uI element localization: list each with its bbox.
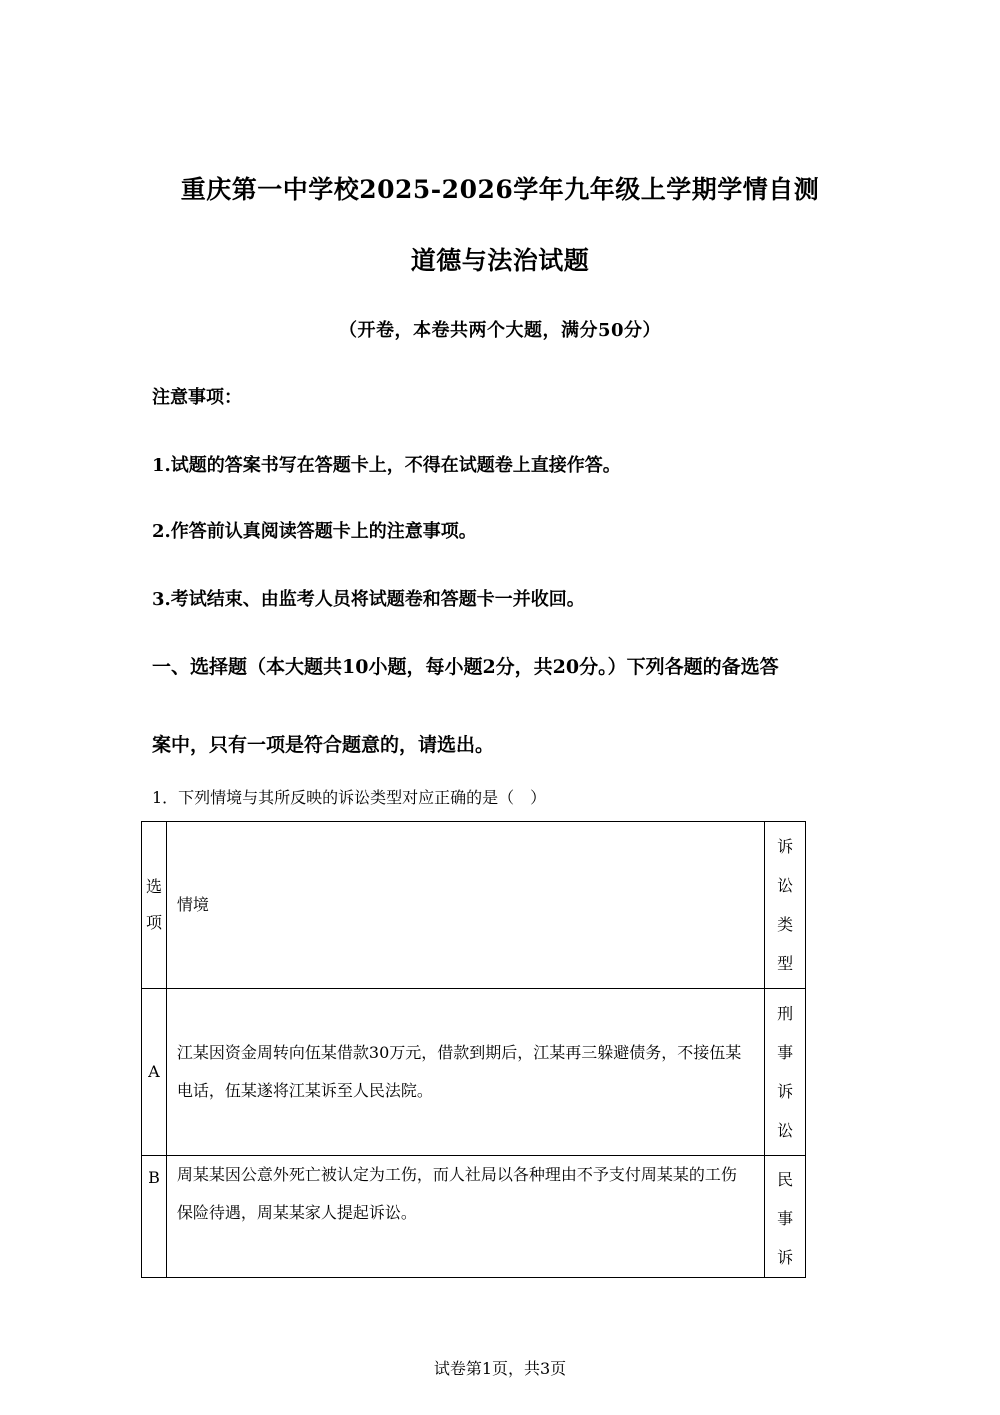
table-row xyxy=(142,989,806,1156)
notes-heading: 注意事项： xyxy=(152,387,242,408)
section-heading-line2: 案中，只有一项是符合题意的，请选出。 xyxy=(152,734,495,756)
header-type-char: 类 xyxy=(777,915,794,934)
section-heading-line1: 一、选择题（本大题共10小题，每小题2分，共20分。）下列各题的备选答 xyxy=(152,656,779,678)
note-item-1: 1.试题的答案书写在答题卡上，不得在试题卷上直接作答。 xyxy=(152,455,621,476)
header-type-char: 型 xyxy=(777,954,794,973)
question-1-stem: 1．下列情境与其所反映的诉讼类型对应正确的是（ ） xyxy=(152,788,547,807)
header-type-char: 讼 xyxy=(777,876,794,895)
situation-text: 江某因资金周转向伍某借款30万元，借款到期后，江某再三躲避债务，不接伍某电话，伍某遂将江某诉至人民法院。 xyxy=(166,989,764,1156)
exam-subtitle: （开卷，本卷共两个大题，满分50分） xyxy=(338,320,662,341)
litigation-type-cell xyxy=(765,989,806,1156)
exam-title-line2: 道德与法治试题 xyxy=(410,246,590,275)
header-option-char: 项 xyxy=(145,913,162,932)
litigation-type-char: 诉 xyxy=(777,1248,794,1267)
litigation-type-char: 事 xyxy=(777,1209,794,1228)
litigation-type-char: 民 xyxy=(777,1170,794,1189)
table-header-row xyxy=(142,822,806,989)
litigation-type-char: 事 xyxy=(777,1043,794,1062)
page-footer: 试卷第1页，共3页 xyxy=(433,1359,567,1378)
option-label: A xyxy=(142,989,167,1156)
header-type-char: 诉 xyxy=(777,837,794,856)
note-item-3: 3.考试结束、由监考人员将试题卷和答题卡一并收回。 xyxy=(152,589,585,610)
header-option-char: 选 xyxy=(145,877,162,896)
header-situation-cell: 情境 xyxy=(166,822,764,989)
header-option-cell xyxy=(142,822,167,989)
litigation-type-char: 刑 xyxy=(777,1004,794,1023)
table-row xyxy=(142,1156,806,1278)
situation-text: 周某某因公意外死亡被认定为工伤，而人社局以各种理由不予支付周某某的工伤保险待遇，周某某家人提起诉讼。 xyxy=(166,1156,764,1278)
option-label: B xyxy=(142,1156,167,1278)
litigation-type-cell xyxy=(765,1156,806,1278)
question-1-table xyxy=(141,821,806,1278)
exam-title-line1: 重庆第一中学校2025-2026学年九年级上学期学情自测 xyxy=(180,175,820,204)
header-type-cell xyxy=(765,822,806,989)
litigation-type-char: 讼 xyxy=(777,1121,794,1140)
note-item-2: 2.作答前认真阅读答题卡上的注意事项。 xyxy=(152,521,477,542)
litigation-type-char: 诉 xyxy=(777,1082,794,1101)
